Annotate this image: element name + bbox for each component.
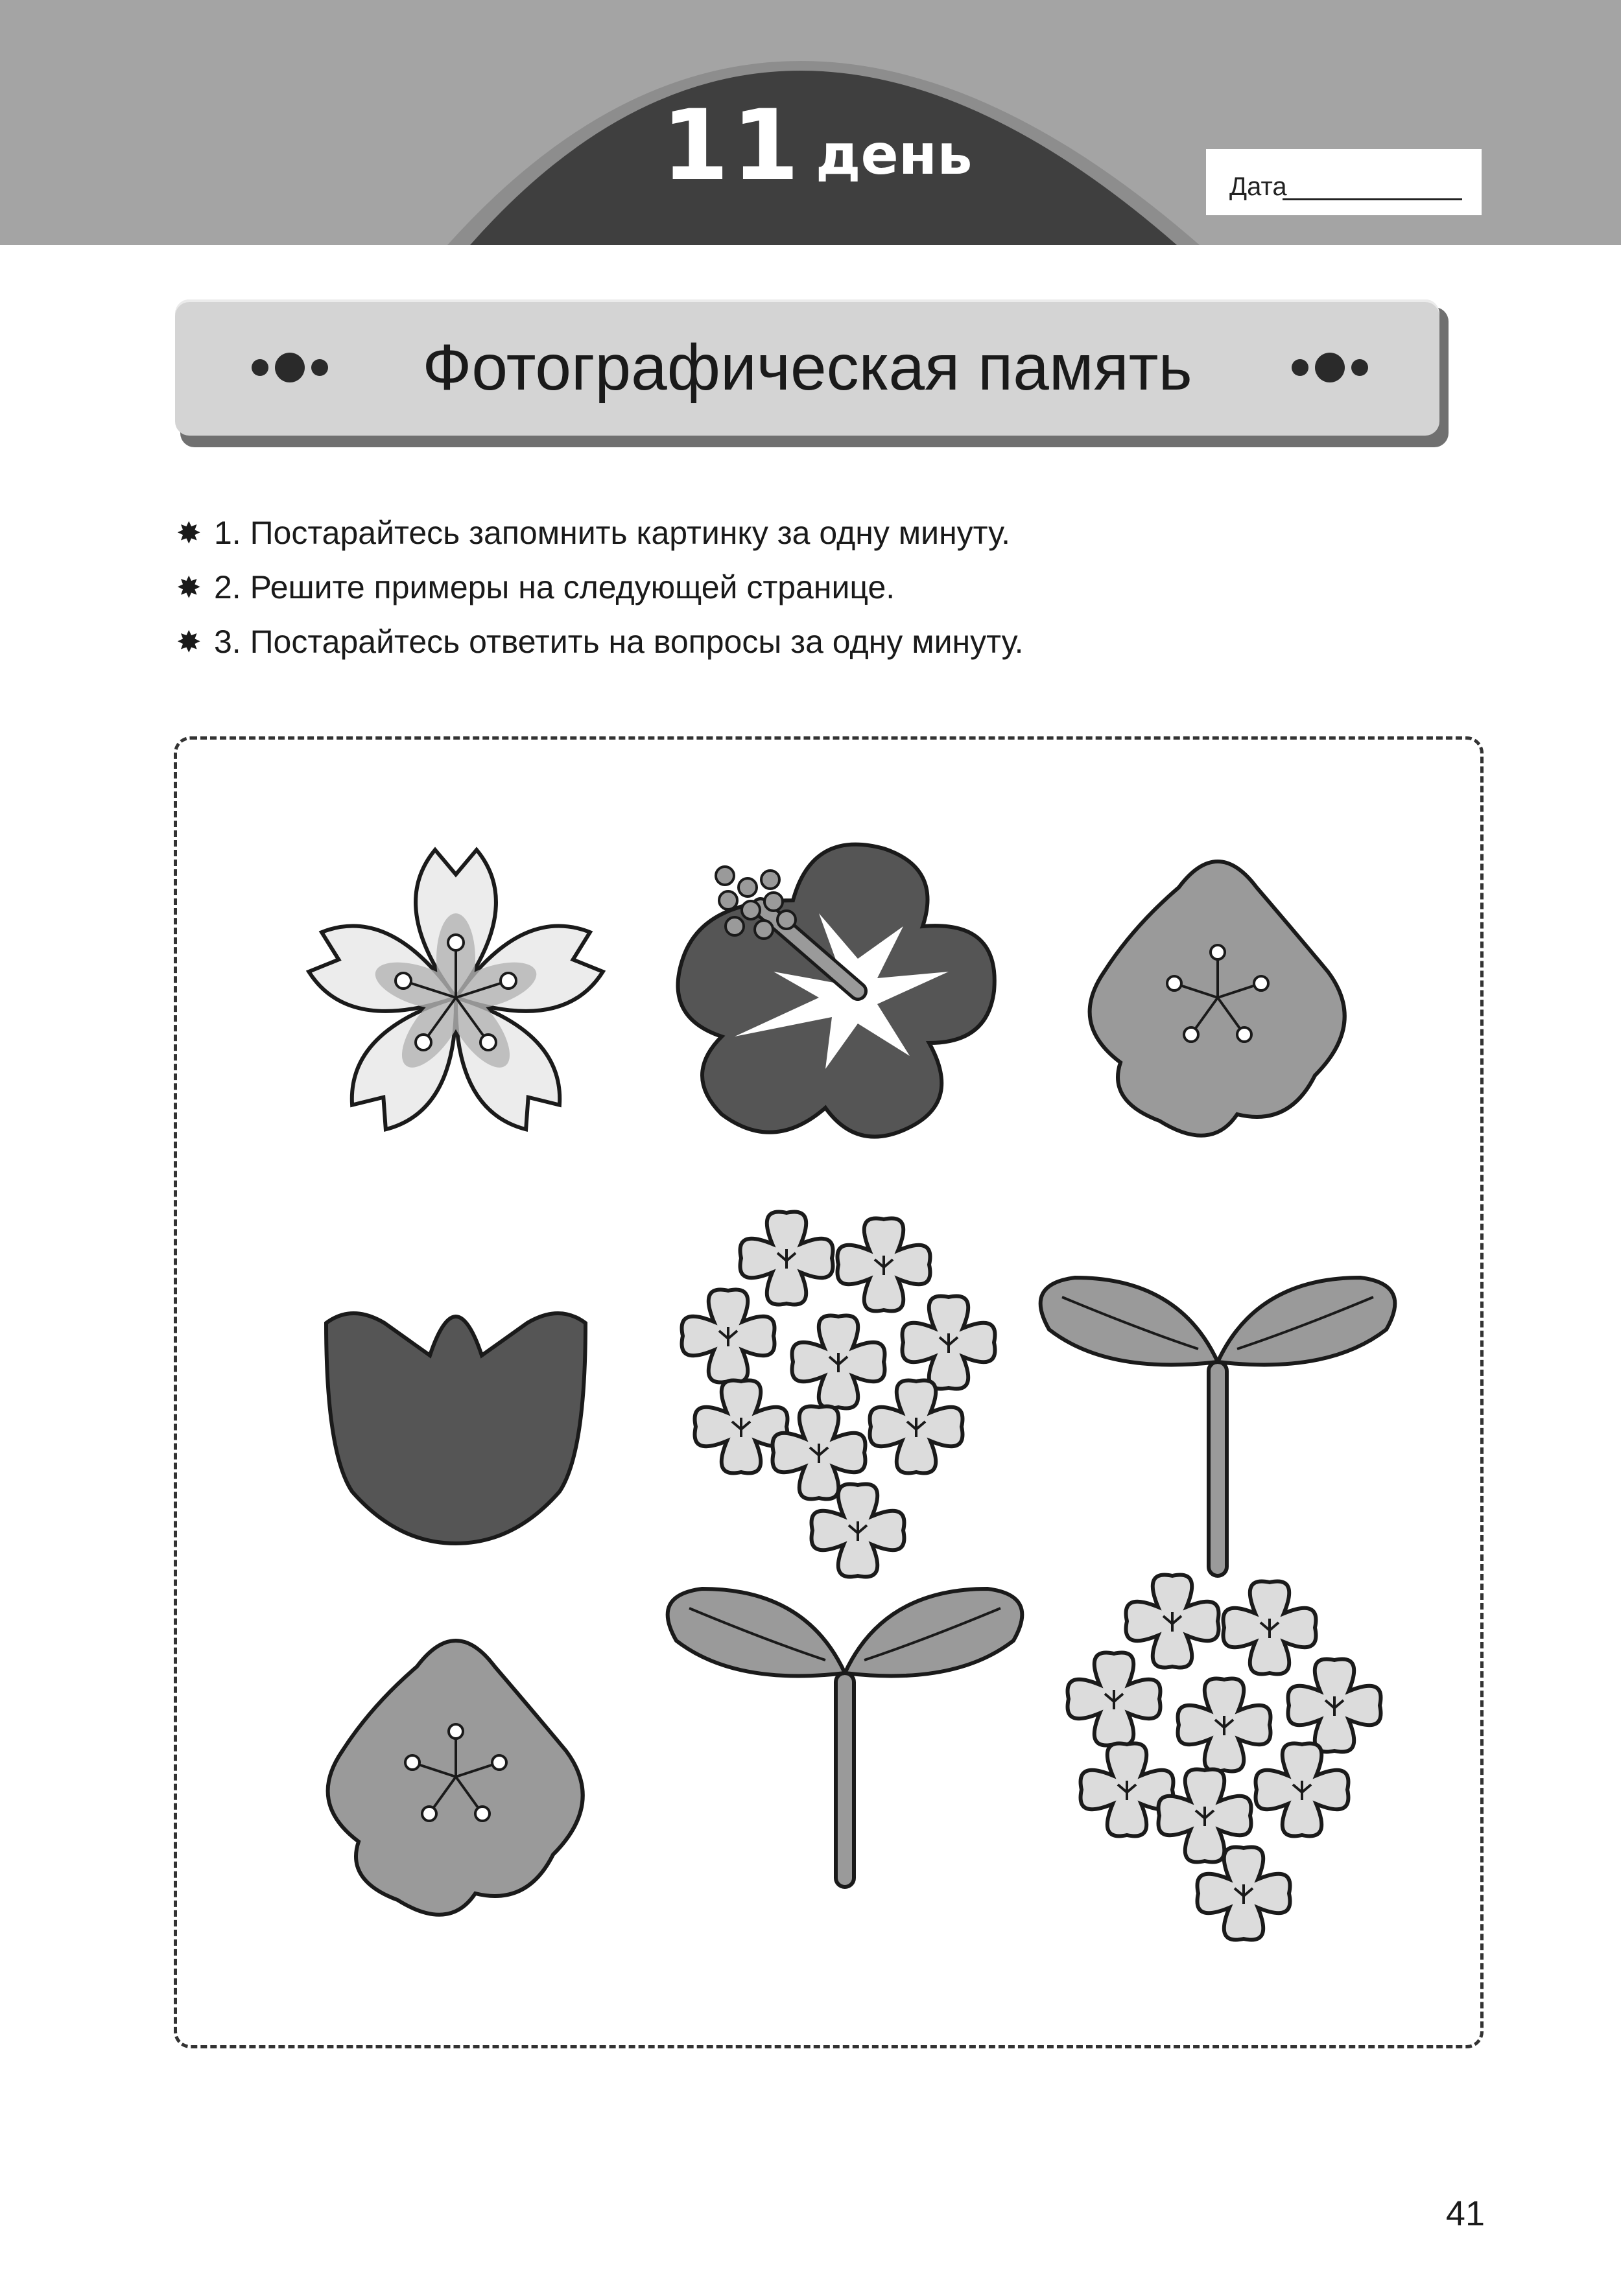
hibiscus-flower-icon [678, 845, 995, 1137]
instructions-list [176, 506, 1023, 669]
header-band [0, 0, 1621, 245]
title-bar [175, 299, 1449, 447]
instruction-item [176, 615, 1023, 669]
seedling-sprout-icon [668, 1589, 1023, 1887]
seedling-sprout-icon [1041, 1278, 1395, 1576]
instruction-text: 1. Постарайтесь запомнить картинку за одну минуту. [214, 515, 1011, 551]
plum-blossom-icon [1090, 861, 1345, 1136]
hydrangea-cluster-icon [682, 1212, 995, 1577]
hydrangea-cluster-icon [1068, 1575, 1381, 1940]
day-label: день [816, 123, 973, 187]
instruction-item [176, 506, 1023, 560]
right-dots-ornament [1292, 353, 1368, 382]
date-field[interactable] [1206, 149, 1482, 215]
memory-picture-frame [174, 736, 1484, 2048]
instruction-text: 3. Постарайтесь ответить на вопросы за одну минуту. [214, 624, 1024, 660]
plum-blossom-icon [328, 1641, 583, 1915]
date-write-line [1283, 198, 1462, 200]
star-bullet-icon: ✸ [176, 570, 202, 604]
day-number: 11 [661, 89, 802, 202]
tulip-flower-icon [326, 1313, 586, 1543]
sakura-flower-icon [303, 850, 609, 1141]
flower-grid [177, 740, 1487, 2052]
star-bullet-icon: ✸ [176, 516, 202, 550]
instruction-item [176, 560, 1023, 615]
instruction-text: 2. Решите примеры на следующей странице. [214, 569, 895, 605]
page-number: 41 [1445, 2194, 1485, 2233]
date-label: Дата [1229, 172, 1287, 201]
star-bullet-icon: ✸ [176, 625, 202, 659]
page-title: Фотографическая память [422, 331, 1192, 404]
